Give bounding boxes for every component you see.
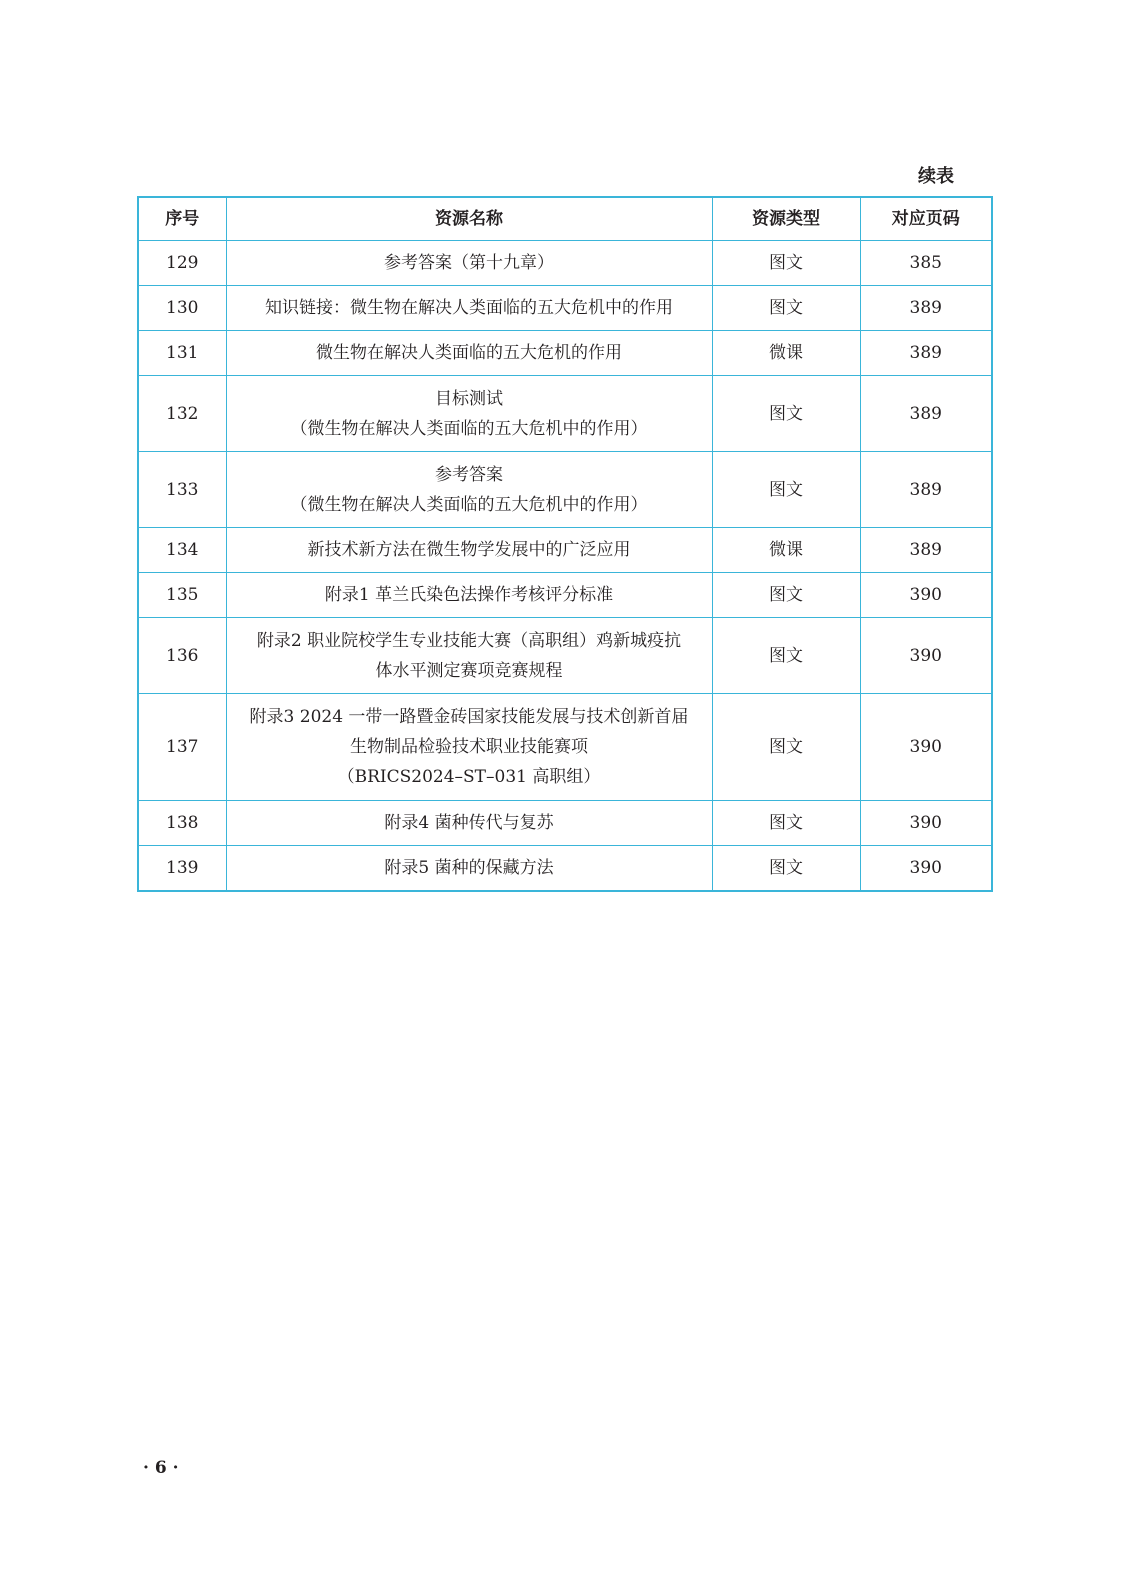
cell-name-line: （微生物在解决人类面临的五大危机中的作用） bbox=[290, 418, 648, 439]
cell-name-line: 知识链接：微生物在解决人类面临的五大危机中的作用 bbox=[265, 298, 673, 318]
table-row bbox=[138, 618, 992, 694]
cell-name bbox=[226, 846, 712, 891]
cell-no: 133 bbox=[138, 452, 226, 528]
table-row bbox=[138, 331, 992, 376]
cell-name-line: 附录4 菌种传代与复苏 bbox=[384, 813, 554, 833]
cell-name bbox=[226, 452, 712, 528]
cell-no: 137 bbox=[138, 694, 226, 801]
table-row bbox=[138, 376, 992, 452]
cell-type: 图文 bbox=[712, 618, 860, 694]
cell-no: 131 bbox=[138, 331, 226, 376]
table-row bbox=[138, 694, 992, 801]
cell-no: 132 bbox=[138, 376, 226, 452]
cell-name bbox=[226, 694, 712, 801]
cell-name-line: 目标测试 bbox=[435, 388, 503, 409]
cell-name-line: 附录1 革兰氏染色法操作考核评分标准 bbox=[324, 585, 614, 605]
cell-name-line: 体水平测定赛项竞赛规程 bbox=[375, 660, 563, 681]
cell-type: 图文 bbox=[712, 694, 860, 801]
cell-type: 图文 bbox=[712, 801, 860, 846]
header-name: 资源名称 bbox=[226, 197, 712, 241]
header-page: 对应页码 bbox=[860, 197, 992, 241]
cell-no: 136 bbox=[138, 618, 226, 694]
cell-name-line: 新技术新方法在微生物学发展中的广泛应用 bbox=[307, 540, 631, 560]
cell-page: 389 bbox=[860, 331, 992, 376]
table-row bbox=[138, 801, 992, 846]
cell-no: 139 bbox=[138, 846, 226, 891]
table-row bbox=[138, 241, 992, 286]
cell-name-line: 参考答案（第十九章） bbox=[384, 253, 554, 273]
cell-page: 390 bbox=[860, 801, 992, 846]
page-number: · 6 · bbox=[143, 1458, 179, 1478]
cell-page: 385 bbox=[860, 241, 992, 286]
cell-type: 图文 bbox=[712, 846, 860, 891]
cell-name bbox=[226, 618, 712, 694]
table-row bbox=[138, 452, 992, 528]
cell-page: 390 bbox=[860, 694, 992, 801]
continued-label: 续表 bbox=[918, 166, 954, 187]
cell-name bbox=[226, 573, 712, 618]
header-type: 资源类型 bbox=[712, 197, 860, 241]
cell-type: 图文 bbox=[712, 452, 860, 528]
cell-type: 微课 bbox=[712, 528, 860, 573]
cell-page: 389 bbox=[860, 286, 992, 331]
cell-no: 130 bbox=[138, 286, 226, 331]
cell-name-line: 生物制品检验技术职业技能赛项 bbox=[350, 737, 588, 757]
resource-table bbox=[137, 196, 993, 892]
cell-no: 129 bbox=[138, 241, 226, 286]
cell-type: 图文 bbox=[712, 286, 860, 331]
table-header-row bbox=[138, 197, 992, 241]
cell-page: 389 bbox=[860, 528, 992, 573]
cell-type: 微课 bbox=[712, 331, 860, 376]
cell-name bbox=[226, 801, 712, 846]
cell-name-line: （BRICS2024–ST–031 高职组） bbox=[337, 767, 601, 787]
cell-name bbox=[226, 528, 712, 573]
table-body bbox=[138, 241, 992, 891]
cell-name bbox=[226, 286, 712, 331]
cell-no: 134 bbox=[138, 528, 226, 573]
table-row bbox=[138, 846, 992, 891]
cell-page: 389 bbox=[860, 376, 992, 452]
table-row bbox=[138, 528, 992, 573]
cell-name bbox=[226, 376, 712, 452]
cell-name bbox=[226, 241, 712, 286]
cell-type: 图文 bbox=[712, 241, 860, 286]
cell-no: 138 bbox=[138, 801, 226, 846]
cell-type: 图文 bbox=[712, 573, 860, 618]
cell-name-line: （微生物在解决人类面临的五大危机中的作用） bbox=[290, 494, 648, 515]
cell-page: 390 bbox=[860, 573, 992, 618]
cell-name-line: 参考答案 bbox=[435, 464, 503, 485]
table-row bbox=[138, 573, 992, 618]
cell-name-line: 附录3 2024 一带一路暨金砖国家技能发展与技术创新首届 bbox=[249, 707, 689, 727]
cell-page: 390 bbox=[860, 846, 992, 891]
cell-type: 图文 bbox=[712, 376, 860, 452]
header-no: 序号 bbox=[138, 197, 226, 241]
cell-name-line: 微生物在解决人类面临的五大危机的作用 bbox=[316, 343, 622, 363]
cell-page: 390 bbox=[860, 618, 992, 694]
table-row bbox=[138, 286, 992, 331]
cell-no: 135 bbox=[138, 573, 226, 618]
cell-name-line: 附录2 职业院校学生专业技能大赛（高职组）鸡新城疫抗 bbox=[256, 630, 682, 651]
cell-name-line: 附录5 菌种的保藏方法 bbox=[384, 857, 554, 878]
cell-name bbox=[226, 331, 712, 376]
cell-page: 389 bbox=[860, 452, 992, 528]
